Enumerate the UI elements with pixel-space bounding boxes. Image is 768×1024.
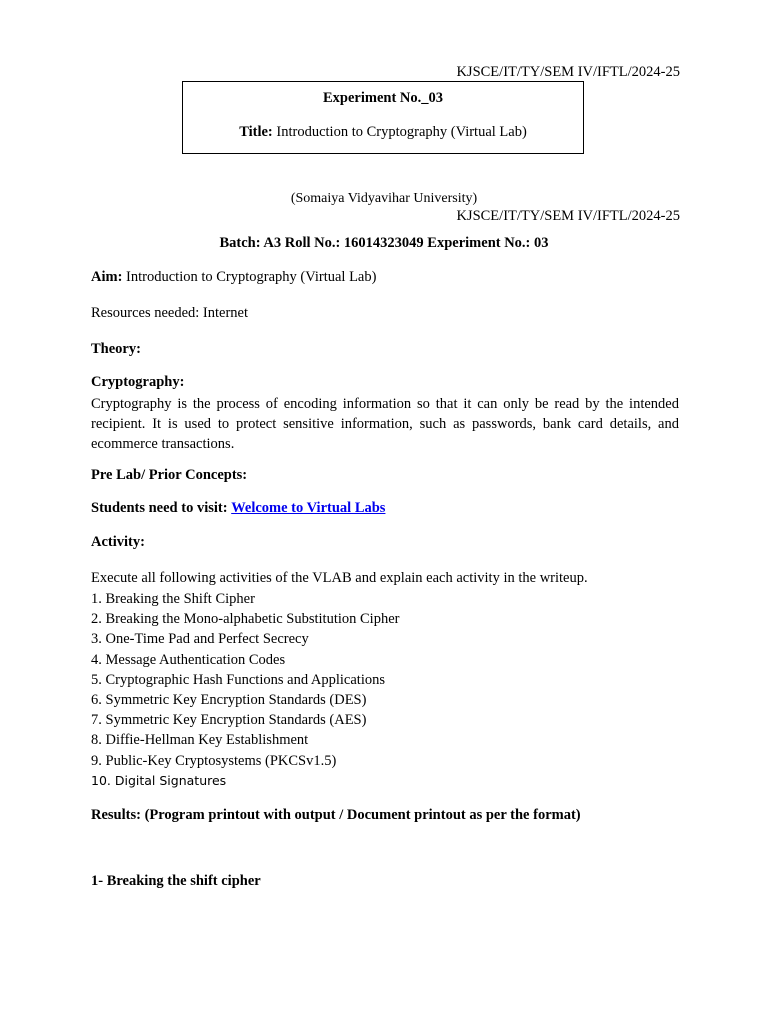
batch-line: Batch: A3 Roll No.: 16014323049 Experiment No.: 03 bbox=[219, 235, 549, 251]
list-item: 2. Breaking the Mono-alphabetic Substitution Cipher bbox=[91, 611, 400, 628]
visit-label: Students need to visit: bbox=[91, 500, 228, 516]
header-code-top: KJSCE/IT/TY/SEM IV/IFTL/2024-25 bbox=[456, 64, 680, 80]
results-heading: Results: (Program printout with output / Document printout as per the format) bbox=[91, 807, 581, 823]
activity-heading: Activity: bbox=[91, 534, 145, 550]
activity-intro: Execute all following activities of the VLAB and explain each activity in the writeup. bbox=[91, 570, 588, 586]
list-item: 9. Public-Key Cryptosystems (PKCSv1.5) bbox=[91, 752, 337, 769]
theory-heading: Theory: bbox=[91, 341, 141, 357]
activity-list bbox=[91, 589, 399, 791]
aim-value: Introduction to Cryptography (Virtual Lab) bbox=[126, 269, 377, 285]
list-item: 8. Diffie-Hellman Key Establishment bbox=[91, 732, 309, 749]
list-item: 6. Symmetric Key Encryption Standards (DES) bbox=[91, 692, 367, 709]
cryptography-heading: Cryptography: bbox=[91, 374, 185, 390]
list-item: 1. Breaking the Shift Cipher bbox=[91, 591, 255, 607]
header-code-second: KJSCE/IT/TY/SEM IV/IFTL/2024-25 bbox=[456, 208, 680, 224]
title-value: Introduction to Cryptography (Virtual Lab) bbox=[276, 124, 527, 140]
virtual-labs-link[interactable]: Welcome to Virtual Labs bbox=[231, 500, 386, 516]
section1-heading: 1- Breaking the shift cipher bbox=[91, 873, 261, 889]
university-name: (Somaiya Vidyavihar University) bbox=[290, 191, 478, 206]
list-item: 5. Cryptographic Hash Functions and Applications bbox=[91, 671, 385, 688]
experiment-title-box bbox=[182, 81, 584, 154]
aim-line bbox=[91, 269, 376, 286]
experiment-number: Experiment No._03 bbox=[322, 90, 443, 106]
aim-label: Aim: bbox=[91, 269, 123, 285]
list-item: 4. Message Authentication Codes bbox=[91, 651, 286, 668]
resources-line: Resources needed: Internet bbox=[91, 305, 249, 321]
list-item: 10. Digital Signatures bbox=[91, 772, 227, 788]
title-label: Title: bbox=[239, 124, 273, 140]
experiment-title bbox=[183, 124, 583, 141]
visit-line bbox=[91, 500, 385, 517]
list-item: 3. One-Time Pad and Perfect Secrecy bbox=[91, 631, 309, 648]
prelab-heading: Pre Lab/ Prior Concepts: bbox=[91, 467, 248, 483]
cryptography-text: Cryptography is the process of encoding information so that it can only be read by the intended recipient. It is used to protect sensitive information, such as passwords, bank card details, and ecommerce transactions. bbox=[91, 396, 679, 452]
list-item: 7. Symmetric Key Encryption Standards (AES) bbox=[91, 712, 367, 729]
